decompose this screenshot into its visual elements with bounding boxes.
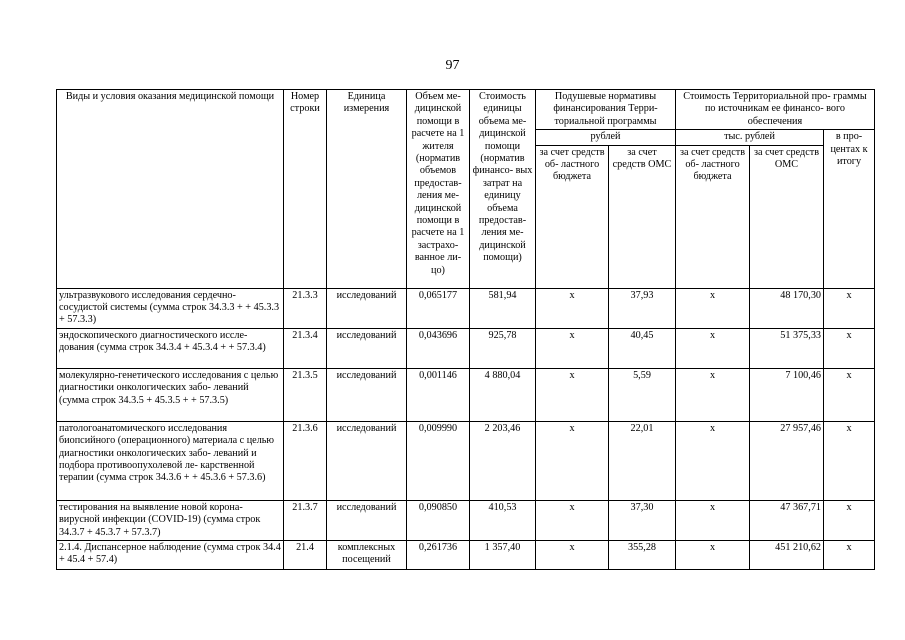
row-volume: 0,009990 [407,421,470,500]
row-cost: 1 357,40 [470,541,536,570]
cost-table [56,89,875,570]
header-row-1 [57,90,875,130]
row-budget-2: х [676,288,750,328]
row-name: молекулярно-генетического исследования с целью диагностики онкологических забо- леваний (сумма строк 34.3.5 + 45.3.5 + + 57.3.5) [57,368,284,421]
header-unit-thousand-rubles: тыс. рублей [676,130,824,145]
row-unit: исследований [327,368,407,421]
row-volume: 0,001146 [407,368,470,421]
row-cost: 2 203,46 [470,421,536,500]
table-row [57,288,875,328]
row-oms-2: 48 170,30 [750,288,824,328]
table-row [57,500,875,540]
row-budget: х [536,288,609,328]
row-volume: 0,261736 [407,541,470,570]
header-percent: в про- центах к итогу [824,130,875,288]
row-budget-2: х [676,368,750,421]
row-volume: 0,043696 [407,328,470,368]
row-name: эндоскопического диагностического иссле- дования (сумма строк 34.3.4 + 45.3.4 + + 57.3.4) [57,328,284,368]
row-percent: х [824,288,875,328]
row-cost: 925,78 [470,328,536,368]
row-cost: 581,94 [470,288,536,328]
row-oms: 37,30 [609,500,676,540]
row-budget-2: х [676,541,750,570]
row-unit: исследований [327,328,407,368]
header-unit-rubles: рублей [536,130,676,145]
row-volume: 0,065177 [407,288,470,328]
row-budget: х [536,500,609,540]
row-budget: х [536,421,609,500]
row-unit: комплексных посещений [327,541,407,570]
row-budget: х [536,328,609,368]
row-budget: х [536,541,609,570]
table-row [57,541,875,570]
row-oms-2: 451 210,62 [750,541,824,570]
row-oms-2: 27 957,46 [750,421,824,500]
row-number: 21.3.7 [284,500,327,540]
table-row [57,421,875,500]
header-unit-cost: Стоимость единицы объема ме- дицинской помощи (норматив финансо- вых затрат на единицу объема предостав- ления ме- дицинской помощи) [470,90,536,289]
row-name: тестирования на выявление новой корона- вирусной инфекции (COVID-19) (сумма строк 34.3.7 + 45.3.7 + 57.3.7) [57,500,284,540]
table-row [57,328,875,368]
header-regional-budget-2: за счет средств об- ластного бюджета [676,145,750,288]
row-name: 2.1.4. Диспансерное наблюдение (сумма строк 34.4 + 45.4 + 57.4) [57,541,284,570]
row-percent: х [824,541,875,570]
row-oms: 5,59 [609,368,676,421]
row-percent: х [824,368,875,421]
row-name: ультразвукового исследования сердечно- сосудистой системы (сумма строк 34.3.3 + + 45.3.3 + 57.3.3) [57,288,284,328]
row-budget-2: х [676,421,750,500]
header-row-number: Номер строки [284,90,327,289]
row-budget: х [536,368,609,421]
header-unit: Единица измерения [327,90,407,289]
row-percent: х [824,328,875,368]
row-oms: 37,93 [609,288,676,328]
row-oms-2: 51 375,33 [750,328,824,368]
header-oms-2: за счет средств ОМС [750,145,824,288]
row-oms: 40,45 [609,328,676,368]
table-row [57,368,875,421]
row-budget-2: х [676,500,750,540]
header-per-capita: Подушевые нормативы финансирования Терри- ториальной программы [536,90,676,130]
header-regional-budget: за счет средств об- ластного бюджета [536,145,609,288]
row-percent: х [824,421,875,500]
page-number: 97 [445,58,460,73]
row-budget-2: х [676,328,750,368]
row-number: 21.3.4 [284,328,327,368]
row-cost: 4 880,04 [470,368,536,421]
row-name: патологоанатомического исследования биопсийного (операционного) материала с целью диагностики онкологических забо- леваний и подбора противоопухолевой ле- карственной терапии (сумма строк 34.3.6 + + 45.3.6 + 57.3.6) [57,421,284,500]
row-oms: 355,28 [609,541,676,570]
row-oms: 22,01 [609,421,676,500]
row-oms-2: 47 367,71 [750,500,824,540]
row-cost: 410,53 [470,500,536,540]
row-unit: исследований [327,421,407,500]
row-number: 21.3.6 [284,421,327,500]
row-unit: исследований [327,500,407,540]
header-volume: Объем ме- дицинской помощи в расчете на 1 жителя (норматив объемов предостав- ления ме- дицинской помощи в расчете на 1 застрахо- ванное ли- цо) [407,90,470,289]
header-type: Виды и условия оказания медицинской помощи [57,90,284,289]
row-number: 21.3.3 [284,288,327,328]
header-oms: за счет средств ОМС [609,145,676,288]
row-number: 21.4 [284,541,327,570]
row-unit: исследований [327,288,407,328]
header-program-cost: Стоимость Территориальной про- граммы по источникам ее финансо- вого обеспечения [676,90,875,130]
row-number: 21.3.5 [284,368,327,421]
row-percent: х [824,500,875,540]
row-oms-2: 7 100,46 [750,368,824,421]
row-volume: 0,090850 [407,500,470,540]
